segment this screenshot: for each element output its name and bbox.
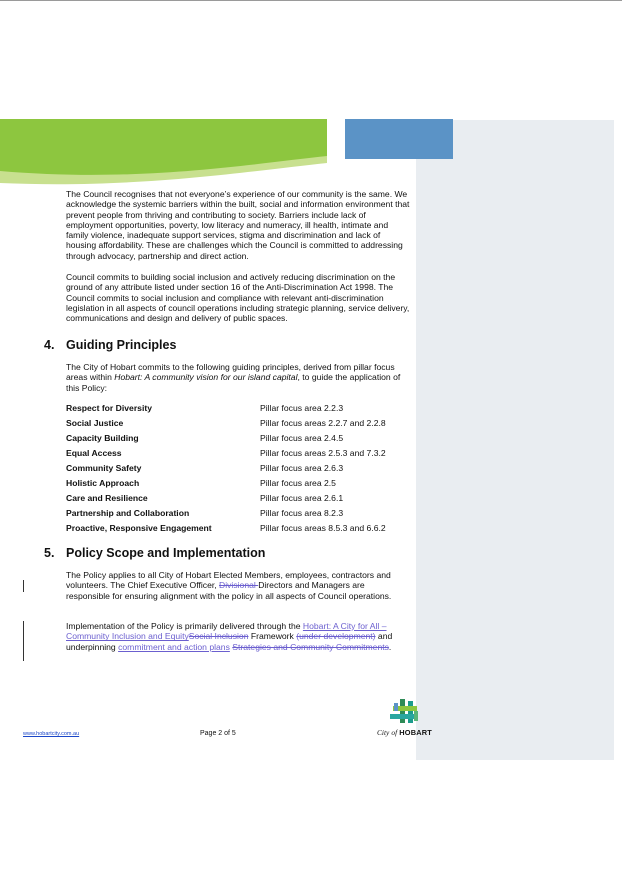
footer-website-link[interactable]: www.hobartcity.com.au — [23, 731, 80, 737]
deleted-text: Divisional — [219, 580, 259, 591]
principle-ref: Pillar focus area 2.4.5 — [260, 433, 344, 443]
change-bar — [23, 621, 24, 661]
section-4-title: Guiding Principles — [66, 338, 177, 352]
paragraph-barriers: The Council recognises that not everyone’s experience of our community is the same. We acknowledge the systemic barriers within the built, social and information environment that prevent people from thriving and contributing to society. Barriers include lack of employment opportunities, poverty, low literacy and numeracy, ill health, intimate and family violence, inadequate support services, stigma and discrimination and lack of housing affordability. These are challenges which the Council is committed to addressing through advocacy, partnership and direct action. — [66, 189, 410, 261]
principle-ref: Pillar focus areas 2.5.3 and 7.3.2 — [260, 448, 386, 458]
principle-name: Proactive, Responsive Engagement — [66, 523, 212, 533]
change-bar — [23, 580, 24, 592]
principle-ref: Pillar focus area 2.5 — [260, 478, 336, 488]
principle-name: Community Safety — [66, 463, 142, 473]
inserted-text: commitment and action plans — [118, 641, 230, 652]
deleted-text: (under development) — [296, 631, 376, 642]
principle-ref: Pillar focus area 2.6.3 — [260, 463, 344, 473]
paragraph-commitment: Council commits to building social inclusion and actively reducing discrimination on the ground of any attribute listed under section 16 of the Anti-Discrimination Act 1998. The Council commits to social inclusion and compliance with relevant anti-discrimination legislation in all aspects of council operations including strategic planning, service delivery, communications and design and delivery of public spaces. — [66, 272, 410, 324]
principle-name: Social Justice — [66, 418, 124, 428]
header-banner — [0, 119, 460, 189]
principle-row — [66, 418, 411, 430]
principle-ref: Pillar focus areas 8.5.3 and 6.6.2 — [260, 523, 386, 533]
section-5-title: Policy Scope and Implementation — [66, 546, 266, 560]
principle-name: Holistic Approach — [66, 478, 140, 488]
principle-row — [66, 478, 411, 490]
principle-name: Care and Resilience — [66, 493, 148, 503]
principle-ref: Pillar focus area 2.2.3 — [260, 403, 344, 413]
section-4-number: 4. — [44, 338, 55, 352]
principle-row — [66, 448, 411, 460]
principle-row — [66, 493, 411, 505]
principle-name: Equal Access — [66, 448, 122, 458]
guiding-principles-intro: The City of Hobart commits to the following guiding principles, derived from pillar focus areas within Hobart: A community vision for our island capital, to guide the application of this Policy: — [66, 362, 401, 393]
policy-implementation-paragraph: Implementation of the Policy is primarily delivered through the Hobart: A City for All – Community Inclusion and EquitySocial Inclusion Framework (under development) and underpinning commitment and action plans Strategies and Community Commitments. — [66, 621, 393, 652]
principle-row — [66, 403, 411, 415]
top-rule — [0, 0, 622, 1]
principle-name: Capacity Building — [66, 433, 139, 443]
principle-ref: Pillar focus area 2.6.1 — [260, 493, 344, 503]
principle-row — [66, 433, 411, 445]
principle-ref: Pillar focus areas 2.2.7 and 2.2.8 — [260, 418, 386, 428]
header-blue-band — [345, 119, 453, 159]
header-green-band — [0, 119, 327, 181]
section-5-number: 5. — [44, 546, 55, 560]
principle-name: Respect for Diversity — [66, 403, 152, 413]
principle-ref: Pillar focus area 8.2.3 — [260, 508, 344, 518]
principle-row — [66, 523, 411, 535]
principle-row — [66, 508, 411, 520]
page-number: Page 2 of 5 — [200, 730, 236, 737]
inserted-text: Hobart: A City for All – Community Inclusion and Equity — [66, 621, 387, 642]
city-of-hobart-wordmark: City of HOBART — [377, 728, 433, 737]
policy-scope-paragraph: The Policy applies to all City of Hobart Elected Members, employees, contractors and volunteers. The Chief Executive Officer, Divisional Directors and Managers are responsible for ensuring alignment with the policy in all aspects of Council operations. — [66, 570, 392, 601]
deleted-text: Strategies and Community Commitments — [232, 641, 389, 652]
principle-row — [66, 463, 411, 475]
deleted-text: Social Inclusion — [188, 631, 249, 642]
principle-name: Partnership and Collaboration — [66, 508, 190, 518]
comment-margin-pane — [416, 120, 614, 760]
